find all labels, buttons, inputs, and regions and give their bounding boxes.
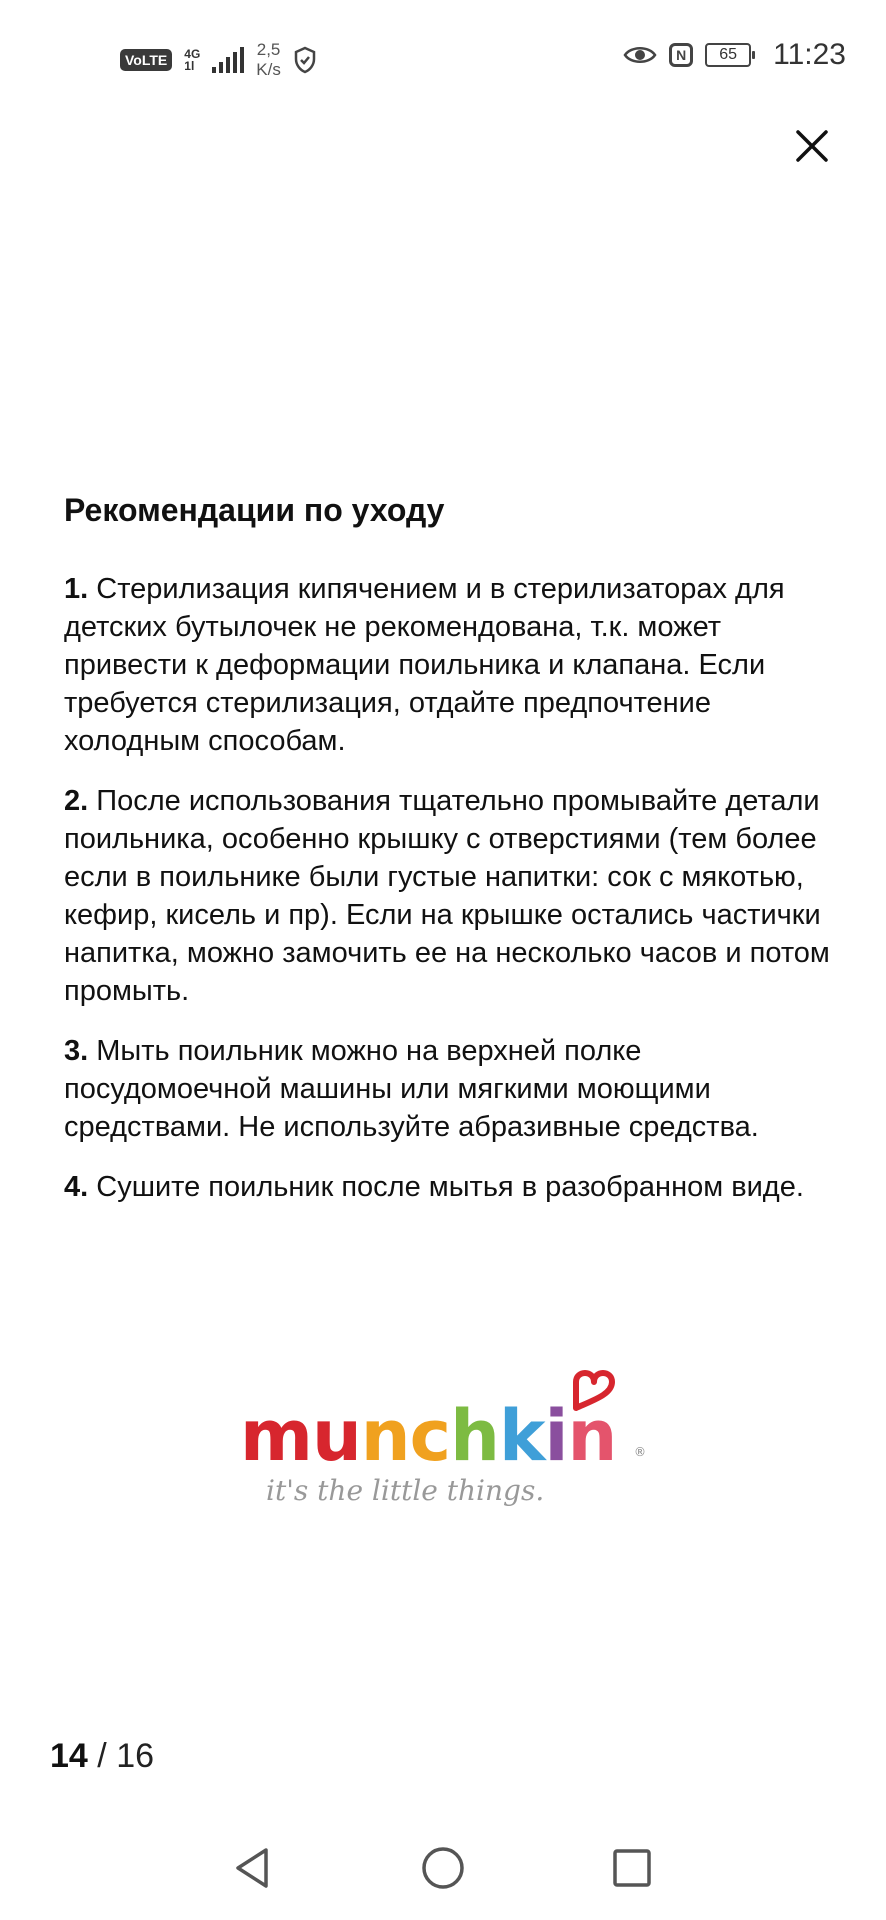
- speed-unit: K/s: [256, 60, 281, 79]
- battery-level: 65: [719, 46, 738, 63]
- clock: 11:23: [773, 38, 846, 71]
- logo-letter: i: [544, 1395, 568, 1477]
- battery-icon: [705, 43, 751, 67]
- status-left: [120, 40, 317, 80]
- status-bar: [0, 0, 886, 110]
- back-button[interactable]: [230, 1844, 278, 1892]
- current-page: 14: [50, 1737, 88, 1775]
- item-text: После использования тщательно промывайте детали поильника, особенно крышку с отверстиями (тем более если в поильнике были густые напитки: сок с мякотью, кефир, кисель и пр). Если на крышке остались частички напитка, можно замочить ее на несколько часов и потом промыть.: [64, 785, 830, 1007]
- status-right: [623, 38, 846, 72]
- item-text: Сушите поильник после мытья в разобранном виде.: [96, 1171, 804, 1203]
- recents-button[interactable]: [608, 1844, 656, 1892]
- item-text: Стерилизация кипячением и в стерилизаторах для детских бутылочек не рекомендована, т.к. может привести к деформации поильника и клапана. Если требуется стерилизация, отдайте предпочтение холодным способам.: [64, 573, 785, 757]
- back-triangle-icon: [230, 1844, 278, 1892]
- munchkin-logo: [236, 1360, 646, 1520]
- network-speed: [256, 40, 281, 80]
- recents-square-icon: [608, 1844, 656, 1892]
- network-gen: [184, 48, 200, 72]
- item-text: Мыть поильник можно на верхней полке посудомоечной машины или мягкими моющими средствами. Не используйте абразивные средства.: [64, 1035, 759, 1143]
- instruction-item: [64, 1168, 844, 1206]
- close-button[interactable]: [790, 124, 834, 168]
- logo-tagline: it's the little things.: [266, 1474, 545, 1507]
- item-number: 3.: [64, 1035, 89, 1067]
- logo-letter: n: [360, 1395, 410, 1477]
- network-sub-label: 1l: [184, 59, 195, 73]
- volte-badge: VoLTE: [120, 49, 172, 71]
- page-separator: /: [97, 1737, 107, 1775]
- logo-wordmark: [240, 1395, 616, 1477]
- eye-icon: [623, 44, 657, 66]
- logo-registered-mark: ®: [634, 1445, 646, 1459]
- logo-letter: u: [311, 1395, 361, 1477]
- instruction-item: [64, 782, 844, 1010]
- instruction-item: [64, 570, 844, 760]
- shield-icon: [293, 46, 317, 74]
- instruction-item: [64, 1032, 844, 1146]
- care-instructions: [64, 490, 844, 1228]
- item-number: 2.: [64, 785, 89, 817]
- signal-icon: [212, 47, 244, 73]
- logo-letter: n: [567, 1395, 617, 1477]
- network-gen-label: 4G: [184, 47, 201, 61]
- page-counter: [50, 1736, 154, 1776]
- speed-value: 2,5: [256, 40, 281, 59]
- nfc-icon: N: [669, 43, 693, 67]
- item-number: 1.: [64, 573, 89, 605]
- system-nav-bar: [0, 1820, 886, 1920]
- logo-letter: c: [409, 1395, 451, 1477]
- total-pages: 16: [116, 1737, 155, 1775]
- logo-letter: k: [498, 1395, 545, 1477]
- item-number: 4.: [64, 1171, 89, 1203]
- home-button[interactable]: [419, 1844, 467, 1892]
- page-title: Рекомендации по уходу: [64, 492, 445, 528]
- close-icon: [790, 124, 834, 168]
- logo-letter: h: [450, 1395, 499, 1477]
- home-circle-icon: [419, 1844, 467, 1892]
- logo-letter: m: [240, 1395, 312, 1477]
